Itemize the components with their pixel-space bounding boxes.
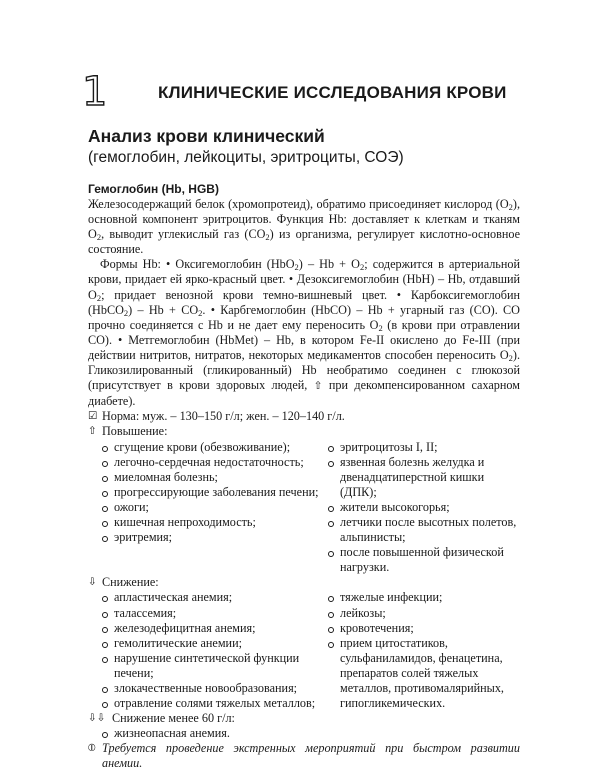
list-item: жители высокогорья;	[326, 500, 520, 515]
list-item: железодефицитная анемия;	[100, 621, 320, 636]
list-item: апластическая анемия;	[100, 590, 320, 605]
subsection-title: Гемоглобин (Hb, HGB)	[88, 182, 219, 196]
list-item: ожоги;	[100, 500, 320, 515]
list-item: сгущение крови (обезвоживание);	[100, 440, 320, 455]
list-item: эритремия;	[100, 530, 320, 545]
list-item: прогрессирующие заболевания печени;	[100, 485, 320, 500]
list-item: миеломная болезнь;	[100, 470, 320, 485]
norm-text: Норма: муж. – 130–150 г/л; жен. – 120–140 г/л.	[102, 409, 345, 424]
body-text	[88, 197, 520, 772]
increase-heading: ⇧ Повышение:	[88, 424, 168, 439]
chapter-title: КЛИНИЧЕСКИЕ ИССЛЕДОВАНИЯ КРОВИ	[158, 83, 507, 102]
down-arrow-icon: ⇩	[88, 576, 97, 589]
chapter-number: 1	[82, 69, 108, 115]
list-item: легочно-сердечная недостаточность;	[100, 455, 320, 470]
note-text: Требуется проведение экстренных мероприятий при быстром развитии анемии.	[102, 741, 520, 771]
list-item: отравление солями тяжелых металлов;	[100, 696, 320, 711]
decrease-list	[88, 590, 520, 711]
circled-vertical-bar-icon: ⦶	[88, 742, 96, 755]
list-item: летчики после высотных полетов, альпинисты;	[326, 515, 520, 545]
list-item: язвенная болезнь желудка и двенадцатиперстной кишки (ДПК);	[326, 455, 520, 500]
up-arrow-icon: ⇧	[313, 380, 323, 393]
section-subtitle: (гемоглобин, лейкоциты, эритроциты, СОЭ)	[88, 149, 404, 166]
severe-decrease-heading: ⇩⇩ Снижение менее 60 г/л:	[88, 711, 235, 726]
decrease-heading: ⇩ Снижение:	[88, 575, 159, 590]
list-item: нарушение синтетической функции печени;	[100, 651, 320, 681]
forms-paragraph: Формы Hb: • Оксигемоглобин $(HbO_2) - Hb + O_2$; содержится в артериальной крови, придает ей ярко-красный цвет. • Дезоксигемоглобин (HbH) – Hb, отдавший $O_2$; придает венозной крови темно-вишневый цвет. • Карбоксигемоглобин (HbCO$_2$) – $Hb + CO_2$. • Карбгемоглобин (HbCO) – Hb + угарный газ (CO). CO прочно соединяется с Hb и не дает ему переносить $O_2$ (в крови при отравлении CO). • Метгемоглобин (HbMet) – Hb, в котором Fe-II окислено до Fe-III (при действии нитритов, нитратов, некоторых медикаментов способен переносить $O_2$). Гликозилированный (гликированный) Hb необратимо соединен с глюкозой (присутствует в крови здоровых людей, ⇧ при декомпенсированном сахарном диабете).	[88, 257, 521, 409]
down-arrow-icon: ⇩⇩	[88, 712, 106, 725]
severe-decrease-list	[88, 726, 320, 741]
section-title: Анализ крови клинический	[88, 126, 325, 146]
list-item: прием цитостатиков, сульфаниламидов, фенацетина, препаратов солей тяжелых металлов, противомалярийных, гипогликемических.	[326, 636, 520, 711]
intro-paragraph: Железосодержащий белок (хромопротеид), обратимо присоединяет кислород $(O_2)$, основной компонент эритроцитов. Функция Hb: доставляет к клеткам и тканям $O_2$, выводит углекислый газ $(CO_2)$ из организма, регулирует кислотно-основное состояние.	[88, 197, 520, 257]
norm-line	[88, 409, 520, 424]
list-item: жизнеопасная анемия.	[100, 726, 320, 741]
list-item: талассемия;	[100, 606, 320, 621]
ballot-box-with-check-icon: ☑	[88, 410, 98, 423]
list-item: кровотечения;	[326, 621, 520, 636]
list-item: гемолитические анемии;	[100, 636, 320, 651]
up-arrow-icon: ⇧	[88, 425, 97, 438]
list-item: после повышенной физической нагрузки.	[326, 545, 520, 575]
increase-list	[88, 440, 520, 576]
list-item: лейкозы;	[326, 606, 520, 621]
list-item: тяжелые инфекции;	[326, 590, 520, 605]
list-item: кишечная непроходимость;	[100, 515, 320, 530]
emergency-note	[88, 741, 520, 771]
list-item: злокачественные новообразования;	[100, 681, 320, 696]
list-item: эритроцитозы I, II;	[326, 440, 520, 455]
